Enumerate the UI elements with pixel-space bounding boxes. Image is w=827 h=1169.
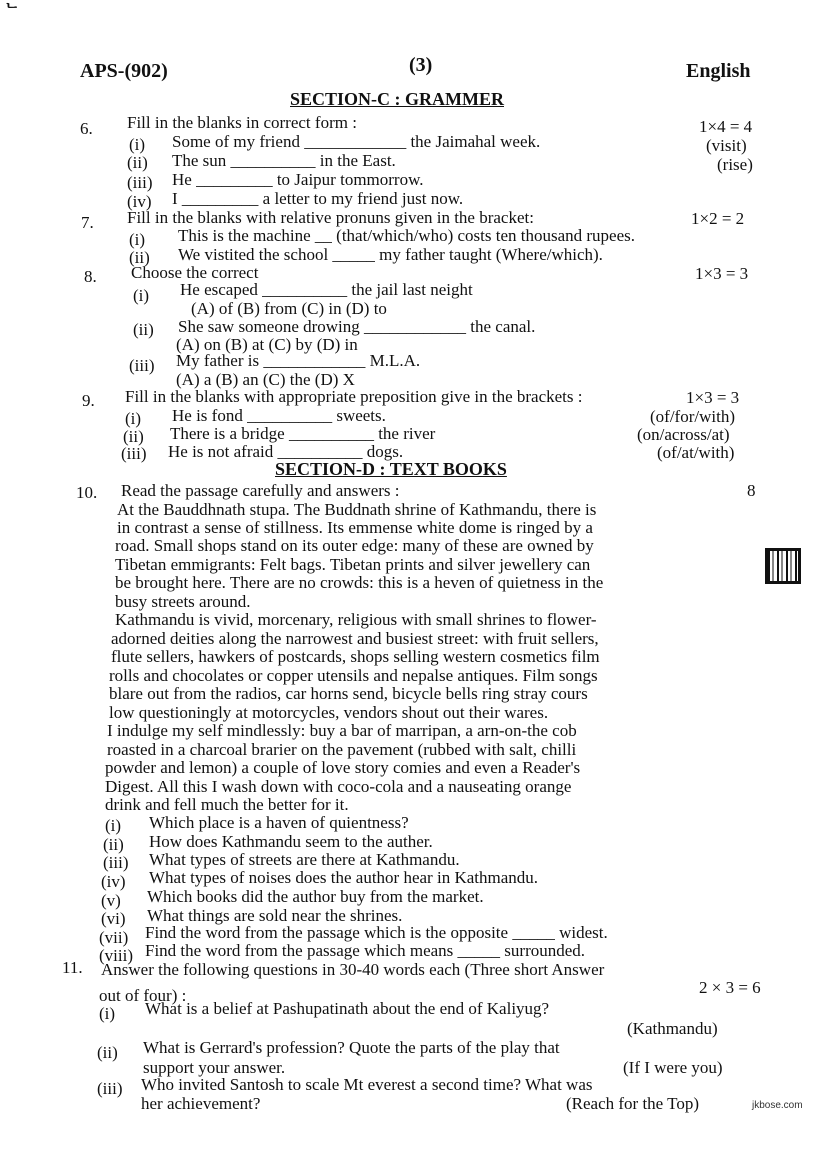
watermark: jkbose.com [752, 1100, 803, 1111]
q8-item-text: My father is ____________ M.L.A. [176, 351, 421, 370]
passage-line: Digest. All this I wash down with coco-cola and a nauseating orange [105, 777, 572, 796]
q10-item-text: Find the word from the passage which means _____ surrounded. [145, 941, 586, 960]
q9-item-hint: (of/at/with) [657, 443, 735, 462]
q11-item-text: What is a belief at Pashupatinath about the end of Kaliyug? [145, 999, 550, 1018]
corner-mark: ᄂ [4, 3, 20, 20]
q7-item-number: (i) [129, 230, 146, 249]
q10-number: 10. [76, 483, 98, 502]
q7-marks: 1×2 = 2 [691, 209, 745, 228]
q8-text: Choose the correct [131, 263, 259, 282]
q11-item-source: (If I were you) [623, 1058, 723, 1077]
q11-item-source: (Kathmandu) [627, 1019, 718, 1038]
q9-item-text: There is a bridge __________ the river [170, 424, 436, 443]
passage-line: blare out from the radios, car horns send, bicycle bells ring stray cours [109, 684, 588, 703]
q11-number: 11. [62, 958, 83, 977]
passage-line: Kathmandu is vivid, morcenary, religious with small shrines to flower- [115, 610, 597, 629]
q11-text-continued: out of four) : [99, 986, 187, 1005]
paper-code: APS-(902) [80, 60, 168, 82]
q6-marks: 1×4 = 4 [699, 117, 753, 136]
q11-item-source: (Reach for the Top) [566, 1094, 700, 1113]
q10-item-number: (v) [101, 891, 121, 910]
passage-line: At the Bauddhnath stupa. The Buddnath shrine of Kathmandu, there is [117, 500, 597, 519]
q6-item-number: (iii) [127, 173, 153, 192]
q11-item-text: Who invited Santosh to scale Mt everest a second time? What was [141, 1075, 593, 1094]
q10-item-text: Which place is a haven of quientness? [149, 813, 409, 832]
page-number: (3) [409, 54, 433, 76]
q10-item-text: How does Kathmandu seem to the auther. [149, 832, 433, 851]
passage-line: low questioningly at motorcycles, vendors shout out their wares. [109, 703, 549, 722]
passage-line: powder and lemon) a couple of love story comies and even a Reader's [105, 758, 581, 777]
q10-item-number: (vi) [101, 909, 126, 928]
q9-item-number: (iii) [121, 444, 147, 463]
q8-item-number: (iii) [129, 356, 155, 375]
q9-item-text: He is not afraid __________ dogs. [168, 442, 404, 461]
qr-code-icon [765, 548, 801, 584]
q6-item-number: (i) [129, 135, 146, 154]
q9-marks: 1×3 = 3 [686, 388, 740, 407]
passage-line: flute sellers, hawkers of postcards, shops selling western cosmetics film [111, 647, 600, 666]
q7-text: Fill in the blanks with relative pronuns given in the bracket: [127, 208, 534, 227]
passage-line: drink and fell much the better for it. [105, 795, 349, 814]
passage-line: be brought here. There are no crowds: this is a heven of quietness in the [115, 573, 604, 592]
q11-text: Answer the following questions in 30-40 words each (Three short Answer [101, 960, 605, 979]
q9-item-hint: (on/across/at) [637, 425, 730, 444]
q8-item-text: He escaped __________ the jail last neight [180, 280, 473, 299]
q8-item-options: (A) of (B) from (C) in (D) to [191, 299, 387, 318]
q10-item-text: What types of noises does the author hear in Kathmandu. [149, 868, 539, 887]
q9-item-text: He is fond __________ sweets. [172, 406, 386, 425]
section-c-title: SECTION-C : GRAMMER [290, 89, 504, 109]
q6-item-number: (ii) [127, 153, 148, 172]
q8-item-number: (i) [133, 286, 150, 305]
q11-item-number: (i) [99, 1004, 116, 1023]
q7-item-text: This is the machine __ (that/which/who) costs ten thousand rupees. [178, 226, 636, 245]
q6-item-number: (iv) [127, 192, 152, 211]
q9-item-number: (ii) [123, 427, 144, 446]
q6-item-hint: (visit) [706, 136, 747, 155]
passage-line: in contrast a sense of stillness. Its emmense white dome is ringed by a [117, 518, 593, 537]
q9-item-number: (i) [125, 409, 142, 428]
passage-line: adorned deities along the narrowest and busiest street: with fruit sellers, [111, 629, 599, 648]
q6-number: 6. [80, 119, 93, 138]
q7-number: 7. [81, 213, 94, 232]
q10-item-text: Find the word from the passage which is the opposite _____ widest. [145, 923, 608, 942]
q10-item-number: (i) [105, 816, 122, 835]
q11-item-text-continued: her achievement? [141, 1094, 261, 1113]
passage-line: rolls and chocolates or copper utensils and nepalse antiques. Film songs [109, 666, 598, 685]
q11-item-text: What is Gerrard's profession? Quote the parts of the play that [143, 1038, 560, 1057]
q8-number: 8. [84, 267, 97, 286]
q10-item-number: (vii) [99, 928, 129, 947]
q8-item-options: (A) on (B) at (C) by (D) in [176, 335, 358, 354]
q10-item-number: (iii) [103, 853, 129, 872]
q10-item-text: What types of streets are there at Kathmandu. [149, 850, 460, 869]
section-d-title: SECTION-D : TEXT BOOKS [275, 459, 507, 479]
q6-item-text: Some of my friend ____________ the Jaimahal week. [172, 132, 541, 151]
q6-item-hint: (rise) [717, 155, 753, 174]
q9-number: 9. [82, 391, 95, 410]
q6-text: Fill in the blanks in correct form : [127, 113, 357, 132]
q11-item-text-continued: support your answer. [143, 1058, 286, 1077]
q10-text: Read the passage carefully and answers : [121, 481, 400, 500]
q8-item-number: (ii) [133, 320, 154, 339]
subject-title: English [686, 60, 751, 82]
q6-item-text: The sun __________ in the East. [172, 151, 396, 170]
q9-text: Fill in the blanks with appropriate preposition give in the brackets : [125, 387, 583, 406]
q11-marks: 2 × 3 = 6 [699, 978, 761, 997]
q9-item-hint: (of/for/with) [650, 407, 735, 426]
passage-line: road. Small shops stand on its outer edge: many of these are owned by [115, 536, 594, 555]
passage-line: I indulge my self mindlessly: buy a bar of marripan, a arn-on-the cob [107, 721, 577, 740]
passage-line: busy streets around. [115, 592, 251, 611]
q11-item-number: (iii) [97, 1079, 123, 1098]
q10-item-text: Which books did the author buy from the market. [147, 887, 484, 906]
q8-marks: 1×3 = 3 [695, 264, 749, 283]
q10-item-number: (ii) [103, 835, 124, 854]
q8-item-text: She saw someone drowing ____________ the canal. [178, 317, 536, 336]
q10-item-number: (viii) [99, 946, 133, 965]
q11-item-number: (ii) [97, 1043, 118, 1062]
q10-item-text: What things are sold near the shrines. [147, 906, 403, 925]
passage-line: Tibetan emmigrants: Felt bags. Tibetan prints and silver jewellery can [115, 555, 591, 574]
q8-item-options: (A) a (B) an (C) the (D) X [176, 370, 355, 389]
q6-item-text: I _________ a letter to my friend just now. [172, 189, 464, 208]
q10-item-number: (iv) [101, 872, 126, 891]
q10-marks: 8 [747, 481, 756, 500]
q6-item-text: He _________ to Jaipur tommorrow. [172, 170, 424, 189]
q7-item-number: (ii) [129, 248, 150, 267]
q7-item-text: We vistited the school _____ my father taught (Where/which). [178, 245, 603, 264]
passage-line: roasted in a charcoal brarier on the pavement (rubbed with salt, chilli [107, 740, 577, 759]
